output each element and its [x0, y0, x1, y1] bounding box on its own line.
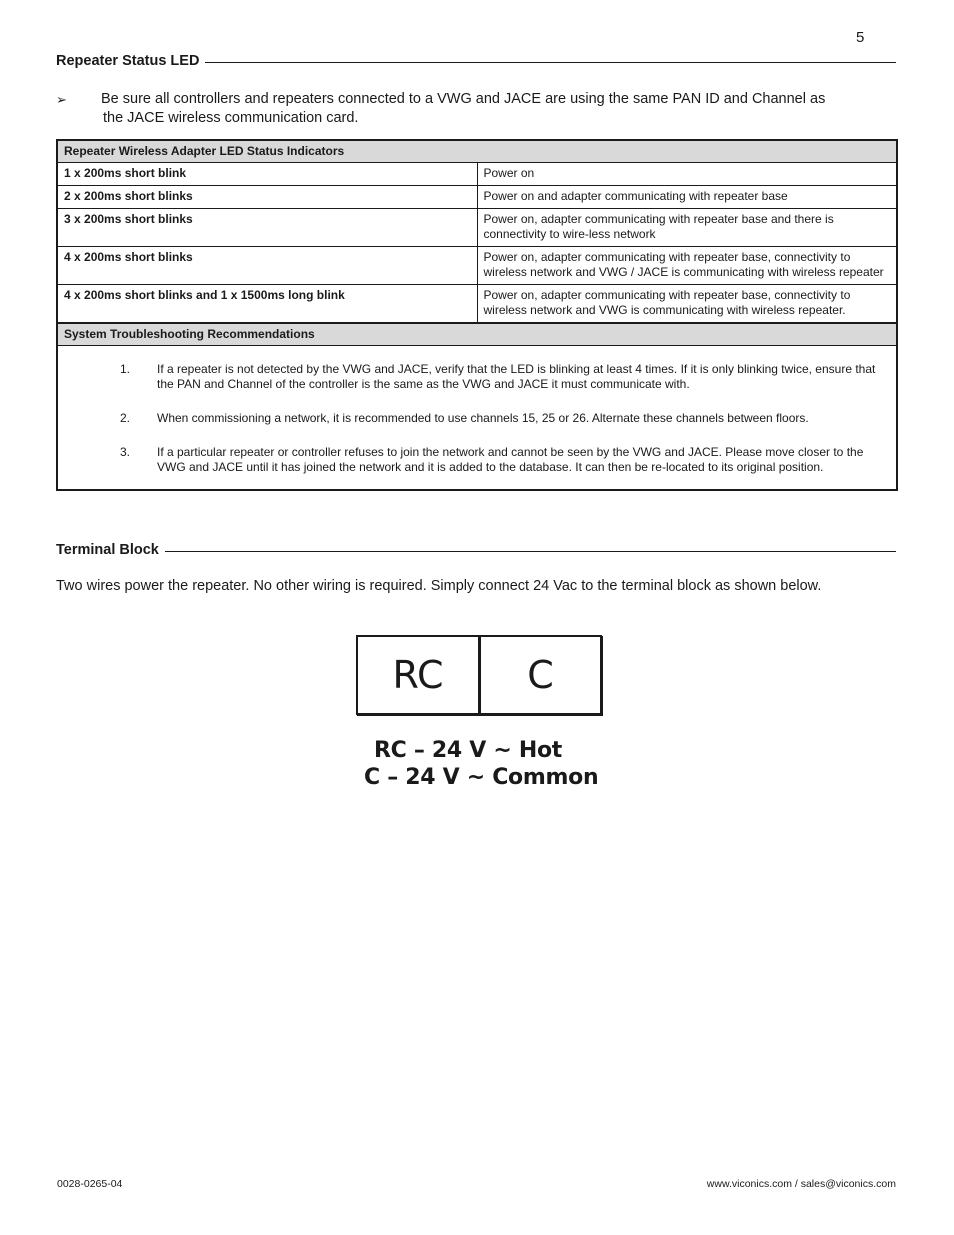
item-text: If a repeater is not detected by the VWG and JACE, verify that the LED is blinking at least 4 times. If it is only blinking twice, ensure that the PAN and Channel of the controller is the same as the VWG and JACE it must communicate with. — [157, 362, 876, 391]
recommendations-list — [64, 362, 890, 475]
status-meaning: Power on — [477, 163, 897, 186]
list-item — [64, 445, 890, 475]
blink-pattern: 4 x 200ms short blinks and 1 x 1500ms long blink — [57, 285, 477, 324]
footer-contact: www.viconics.com / sales@viconics.com — [706, 1178, 896, 1190]
item-number: 3. — [120, 445, 131, 459]
section-rule — [165, 551, 896, 552]
item-text: When commissioning a network, it is recommended to use channels 15, 25 or 26. Alternate these channels between floors. — [157, 411, 809, 425]
table-row — [57, 247, 897, 285]
blink-pattern: 2 x 200ms short blinks — [57, 186, 477, 209]
legend-common: C – 24 V ~ Common — [364, 765, 599, 790]
item-text: If a particular repeater or controller refuses to join the network and cannot be seen by the VWG and JACE. Please move closer to the VWG and JACE until it has joined the network and it is added to the database. It can then be re-located to its original position. — [157, 445, 864, 474]
item-number: 2. — [120, 411, 131, 425]
section-heading-repeater-status-led — [56, 53, 896, 69]
status-meaning: Power on, adapter communicating with repeater base, connectivity to wireless network and VWG / JACE is communicating with wireless repeater — [477, 247, 897, 285]
section-heading-terminal-block — [56, 542, 896, 558]
recommendations-cell — [57, 346, 897, 491]
table-row — [57, 186, 897, 209]
list-item — [64, 411, 890, 426]
bullet-line-2: the JACE wireless communication card. — [103, 110, 359, 126]
table-row — [57, 163, 897, 186]
status-meaning: Power on and adapter communicating with repeater base — [477, 186, 897, 209]
blink-pattern: 3 x 200ms short blinks — [57, 209, 477, 247]
led-status-table — [56, 139, 898, 491]
table-row — [57, 209, 897, 247]
section-title: Repeater Status LED — [56, 53, 200, 69]
bullet-text — [101, 90, 901, 128]
terminal-c-label: C — [527, 653, 554, 697]
status-meaning: Power on, adapter communicating with repeater base, connectivity to wireless network and VWG is communicating with wireless repeater. — [477, 285, 897, 324]
page-number: 5 — [856, 29, 865, 46]
terminal-rc-label: RC — [358, 637, 481, 713]
footer-doc-number: 0028-0265-04 — [57, 1178, 123, 1190]
terminal-block-diagram — [356, 635, 602, 715]
terminal-paragraph: Two wires power the repeater. No other wiring is required. Simply connect 24 Vac to the terminal block as shown below. — [56, 578, 822, 594]
bullet-line-1: Be sure all controllers and repeaters connected to a VWG and JACE are using the same PAN ID and Channel as — [101, 91, 826, 107]
list-item — [64, 362, 890, 392]
arrow-bullet-icon: ➢ — [56, 92, 67, 107]
section-title: Terminal Block — [56, 542, 159, 558]
blink-pattern: 1 x 200ms short blink — [57, 163, 477, 186]
table-row — [57, 285, 897, 324]
item-number: 1. — [120, 362, 131, 376]
section-rule — [205, 62, 896, 63]
troubleshooting-header: System Troubleshooting Recommendations — [57, 323, 897, 346]
legend-hot: RC – 24 V ~ Hot — [374, 738, 563, 763]
status-meaning: Power on, adapter communicating with repeater base and there is connectivity to wire-less network — [477, 209, 897, 247]
blink-pattern: 4 x 200ms short blinks — [57, 247, 477, 285]
table-header: Repeater Wireless Adapter LED Status Indicators — [57, 140, 897, 163]
